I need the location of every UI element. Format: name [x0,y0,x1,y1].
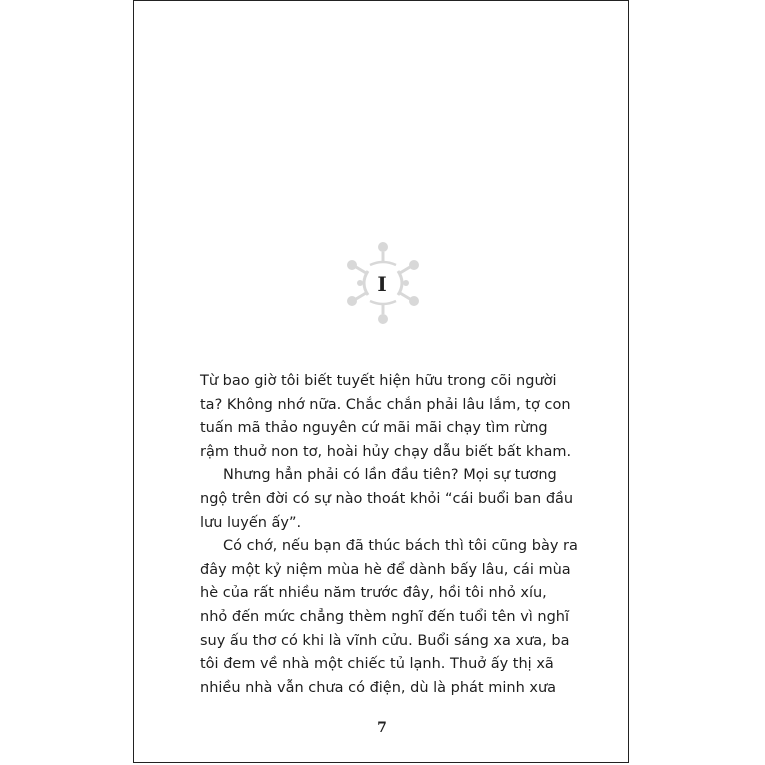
chapter-body-text [200,370,578,700]
text-line: đây một kỷ niệm mùa hè để dành bấy lâu, cái mùa [200,561,571,578]
text-line: Từ bao giờ tôi biết tuyết hiện hữu trong cõi người [200,373,557,389]
chapter-number: I [377,272,387,296]
text-line: tuấn mã thảo nguyên cứ mãi mãi chạy tìm rừng [200,420,548,437]
text-line: nhỏ đến mức chẳng thèm nghĩ đến tuổi tên vì nghĩ [200,608,570,625]
text-line: ngộ trên đời có sự nào thoát khỏi “cái buổi ban đầu [200,490,574,507]
text-line: lưu luyến ấy”. [200,514,302,531]
text-line: ta? Không nhớ nữa. Chắc chắn phải lâu lắm, tợ con [200,396,571,413]
text-line: suy ấu thơ có khi là vĩnh cửu. Buổi sáng xa xưa, ba [200,632,570,649]
page-number: 7 [377,720,387,736]
text-line: rậm thuở non tơ, hoài hủy chạy dẫu biết bất kham. [200,443,572,460]
text-line: tôi đem về nhà một chiếc tủ lạnh. Thuở ấy thị xã [200,656,554,673]
text-line: Nhưng hẳn phải có lần đầu tiên? Mọi sự tương [223,467,557,484]
text-line: nhiều nhà vẫn chưa có điện, dù là phát minh xưa [200,679,557,696]
text-line: hè của rất nhiều năm trước đây, hồi tôi nhỏ xíu, [200,585,547,602]
text-line: Có chớ, nếu bạn đã thúc bách thì tôi cũng bày ra [223,538,578,555]
book-page [133,0,629,763]
